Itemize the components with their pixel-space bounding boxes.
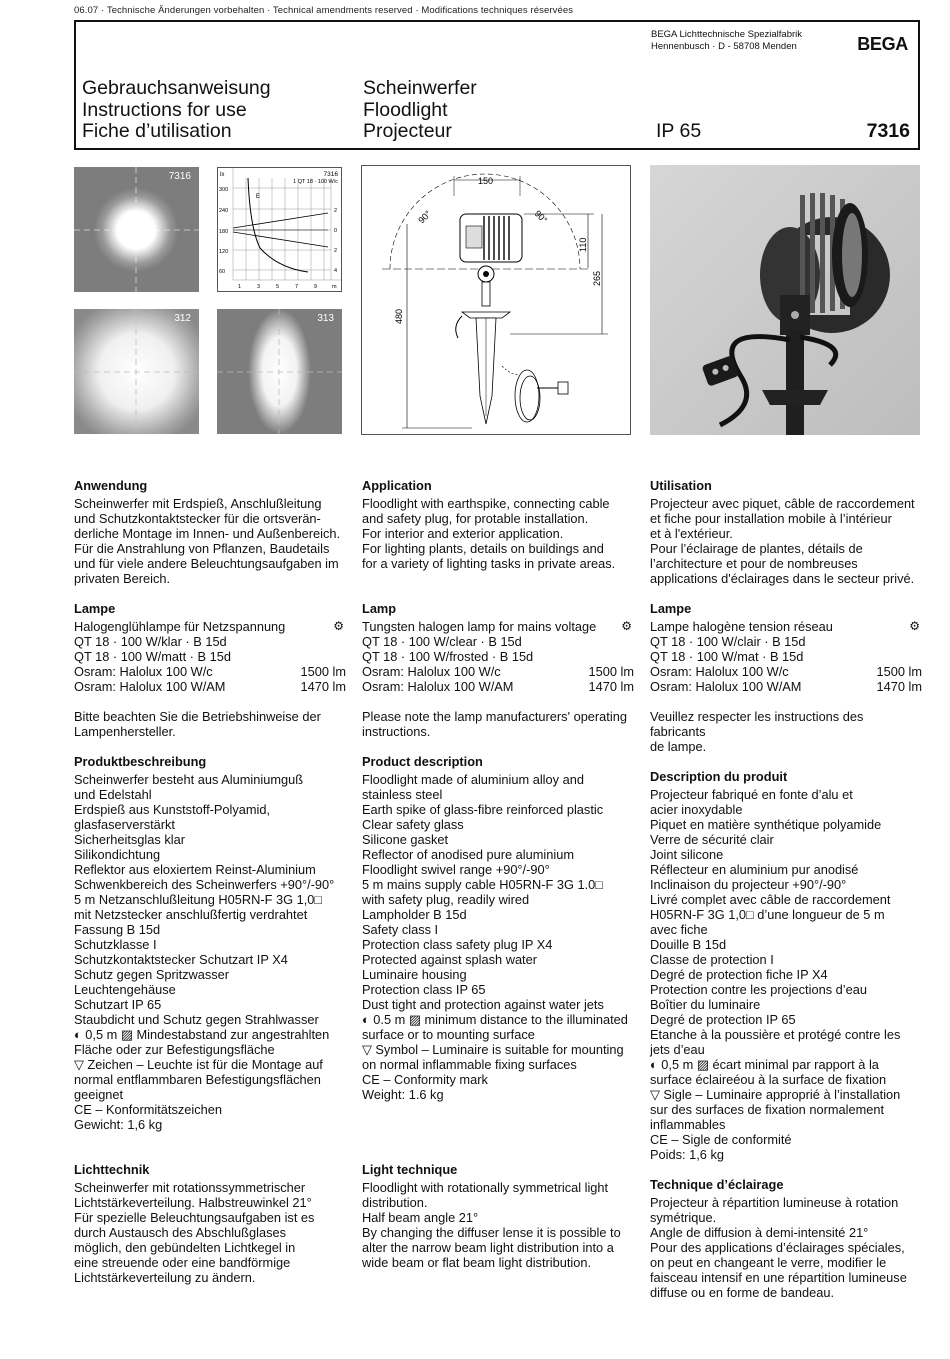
heading-light: Technique d’éclairage — [650, 1177, 784, 1192]
lamp-note: Please note the lamp manufacturers' operating instructions. — [362, 709, 627, 739]
product-text: Floodlight made of aluminium alloy and stainless steel Earth spike of glass-fibre reinforced plastic Clear safety glass Silicone gasket Reflector of anodised pure aluminium Floodlight swivel range +90°/-90° 5 m mains supply cable H05RN-F 3G 1.0□ with safety plug, readily wired Lampholder B 15d Safety class I Protection class safety plug IP X4 Protected against splash water Luminaire housing Protection class IP 65 Dust tight and protection against water jets ◐ 0.5 m ▨ minimum distance to the illuminated surface or to mounting surface ▽ Symbol – Luminaire is suitable for mounting on normal inflammable fixing surfaces CE – Conformity mark Weight: 1.6 kg — [362, 772, 628, 1102]
chart-x-tick: 3 — [257, 284, 261, 290]
product-text: Scheinwerfer besteht aus Aluminiumguß und Edelstahl Erdspieß aus Kunststoff-Polyamid, glasfaserverstärkt Sicherheitsglas klar Silikondichtung Reflektor aus eloxiertem Reinst-Aluminium Schwenkbereich des Scheinwerfers +90°/-90° 5 m Netzanschlußleitung H05RN-F 3G 1,0□ mit Netzstecker anschlußfertig verdrahtet Fassung B 15d Schutzklasse I Schutzkontaktstecker Schutzart IP X4 Schutz gegen Spritzwasser Leuchtengehäuse Schutzart IP 65 Staubdicht und Schutz gegen Strahlwasser ◐ 0,5 m ▨ Mindestabstand zur angestrahlten Fläche oder zur Befestigungsfläche ▽ Zeichen – Leuchte ist für die Montage auf normal entflammbaren Befestigungsflächen geeignet CE – Konformitätszeichen Gewicht: 1,6 kg — [74, 772, 335, 1132]
beam-main-label: 7316 — [168, 171, 191, 182]
chart-x-tick: 1 — [238, 284, 242, 290]
lamp-specs: ⚙ Lampe halogène tension réseau QT 18 · 100 W/clair · B 15d QT 18 · 100 W/mat · B 15d Osram: Halolux 100 W/c 1500 lm Osram: Halolux 100 W/AM 1470 lm — [650, 619, 922, 694]
light-text: Scheinwerfer mit rotationssymmetrischer Lichtstärkeverteilung. Halbstreuwinkel 21° Für spezielle Beleuchtungsaufgaben ist es durch Austausch des Abschlußglases möglich, den gebündelten Lichtkegel in eine streuende oder eine bandförmige Lichtstärkeverteilung zu ändern. — [74, 1180, 315, 1285]
application-text: Projecteur avec piquet, câble de raccordement et fiche pour installation mobile à l’intérieur et à l'extérieur. Pour l’éclairage de plantes, détails de l’architecture et pour de nombreuses applications d'éclairages dans le secteur privé. — [650, 496, 915, 586]
chart-right-tick: 4 — [334, 268, 338, 274]
brand-logo: BEGA — [857, 34, 908, 54]
ip-rating: IP 65 — [656, 120, 702, 142]
lamp-flux-row: Osram: Halolux 100 W/c 1500 lm — [650, 664, 922, 679]
angle-right-label: 90° — [532, 208, 550, 226]
lamp-specs: ⚙ Tungsten halogen lamp for mains voltage QT 18 · 100 W/clear · B 15d QT 18 · 100 W/frosted · B 15d Osram: Halolux 100 W/c 1500 lm Osram: Halolux 100 W/AM 1470 lm — [362, 619, 634, 694]
chart-y-tick: 180 — [219, 229, 229, 235]
chart-y-tick: 240 — [219, 208, 229, 214]
chart-right-tick: 0 — [334, 228, 338, 234]
chart-y-tick: 300 — [219, 187, 229, 193]
company-address: BEGA Lichttechnische Spezialfabrik Hennenbusch · D - 58708 Menden — [651, 29, 803, 52]
technical-drawing — [361, 165, 631, 435]
dim-265: 265 — [592, 270, 602, 286]
lamp-symbol-icon: ⚙ — [621, 619, 632, 633]
chart-y-tick: 120 — [219, 249, 229, 255]
lamp-flux-row: Osram: Halolux 100 W/c 1500 lm — [74, 664, 346, 679]
beam-312-label: 312 — [174, 313, 191, 324]
heading-light: Lichttechnik — [74, 1162, 150, 1177]
chart-title: 7316 — [323, 171, 338, 178]
product-text: Projecteur fabriqué en fonte d’alu et acier inoxydable Piquet en matière synthétique polyamide Verre de sécurité clair Joint silicone Réflecteur en aluminium pur anodisé Inclinaison du projecteur +90°/-90° Livré complet avec câble de raccordement H05RN-F 3G 1,0□ d’une longueur de 5 m avec fiche Douille B 15d Classe de protection I Degré de protection fiche IP X4 Protection contre les projections d’eau Boîtier du luminaire Degré de protection IP 65 Etanche à la poussière et protégé contre les jets d’eau ◐ 0,5 m ▨ écart minimal par rapport à la surface éclaireéou à la surface de fixation ▽ Sigle – Luminaire approprié à l’installation sur des surfaces de fixation normalement inflammables CE – Sigle de conformité Poids: 1,6 kg — [650, 787, 901, 1162]
application-text: Scheinwerfer mit Erdspieß, Anschlußleitung und Schutzkontaktstecker für die ortsverän- derliche Montage im Innen- und Außenbereich. Für die Anstrahlung von Pflanzen, Baudetails und für viele andere Beleuchtungsaufgaben im privaten Bereich. — [74, 496, 341, 586]
column-french — [650, 478, 922, 1300]
heading-lamp: Lampe — [650, 601, 692, 616]
heading-product: Description du produit — [650, 769, 788, 784]
lamp-note: Bitte beachten Sie die Betriebshinweise der Lampenhersteller. — [74, 709, 321, 739]
chart-right-tick: 2 — [334, 248, 338, 254]
chart-lx-label: lx — [220, 172, 225, 178]
column-english — [362, 478, 634, 1270]
chart-y-tick: 60 — [219, 269, 226, 275]
document-type: Gebrauchsanweisung Instructions for use Fiche d’utilisation — [82, 77, 271, 142]
heading-application: Utilisation — [650, 478, 712, 493]
product-photo — [650, 165, 920, 435]
lamp-flux-row: Osram: Halolux 100 W/c 1500 lm — [362, 664, 634, 679]
beam-pattern-main — [74, 167, 199, 292]
lamp-specs: ⚙ Halogenglühlampe für Netzspannung QT 18 · 100 W/klar · B 15d QT 18 · 100 W/matt · B 15d Osram: Halolux 100 W/c 1500 lm Osram: Halolux 100 W/AM 1470 lm — [74, 619, 346, 694]
dim-150: 150 — [478, 176, 494, 186]
chart-right-tick: 2 — [334, 208, 338, 214]
lamp-symbol-icon: ⚙ — [909, 619, 920, 633]
heading-lamp: Lamp — [362, 601, 397, 616]
light-text: Projecteur à répartition lumineuse à rotation symétrique. Angle de diffusion à demi-intensité 21° Pour des applications d’éclairages spéciales, on peut en changeant le verre, modifier le faisceau intensif en une répartition lumineuse diffuse ou en forme de bandeau. — [650, 1195, 907, 1300]
heading-lamp: Lampe — [74, 601, 116, 616]
chart-x-tick: 7 — [295, 284, 299, 290]
chart-x-tick: 5 — [276, 284, 280, 290]
document-header — [74, 20, 920, 150]
dim-480: 480 — [394, 308, 404, 324]
beam-pattern-312 — [74, 309, 199, 434]
lamp-symbol-icon: ⚙ — [333, 619, 344, 633]
lamp-flux-row: Osram: Halolux 100 W/AM 1470 lm — [650, 679, 922, 694]
product-name: Scheinwerfer Floodlight Projecteur — [363, 77, 477, 142]
heading-application: Application — [362, 478, 432, 493]
chart-x-tick: 9 — [314, 284, 318, 290]
column-german — [74, 478, 346, 1285]
lamp-flux-row: Osram: Halolux 100 W/AM 1470 lm — [362, 679, 634, 694]
heading-product: Produktbeschreibung — [74, 754, 207, 769]
article-number: 7316 — [866, 120, 910, 142]
beam-313-label: 313 — [317, 313, 334, 324]
lamp-flux-row: Osram: Halolux 100 W/AM 1470 lm — [74, 679, 346, 694]
chart-subtitle: 1 QT 18 · 100 W/c — [293, 179, 338, 185]
heading-product: Product description — [362, 754, 483, 769]
heading-application: Anwendung — [74, 478, 148, 493]
photometric-chart — [217, 167, 342, 292]
revision-note: 06.07 · Technische Änderungen vorbehalten · Technical amendments reserved · Modifications techniques réservées — [74, 5, 574, 16]
dim-110: 110 — [578, 237, 588, 252]
application-text: Floodlight with earthspike, connecting cable and safety plug, for protable installation. For interior and exterior application. For lighting plants, details on buildings and for a variety of lighting tasks in private areas. — [362, 496, 616, 571]
angle-left-label: 90° — [416, 208, 434, 226]
beam-pattern-313 — [217, 309, 342, 434]
light-text: Floodlight with rotationally symmetrical light distribution. Half beam angle 21° By changing the diffuser lense it is possible to alter the narrow beam light distribution into a wide beam or flat beam light distribution. — [362, 1180, 621, 1270]
lamp-note: Veuillez respecter les instructions des fabricants de lampe. — [650, 709, 864, 754]
chart-e-label: E — [256, 194, 261, 200]
heading-light: Light technique — [362, 1162, 458, 1177]
chart-m-label: m — [332, 284, 337, 290]
